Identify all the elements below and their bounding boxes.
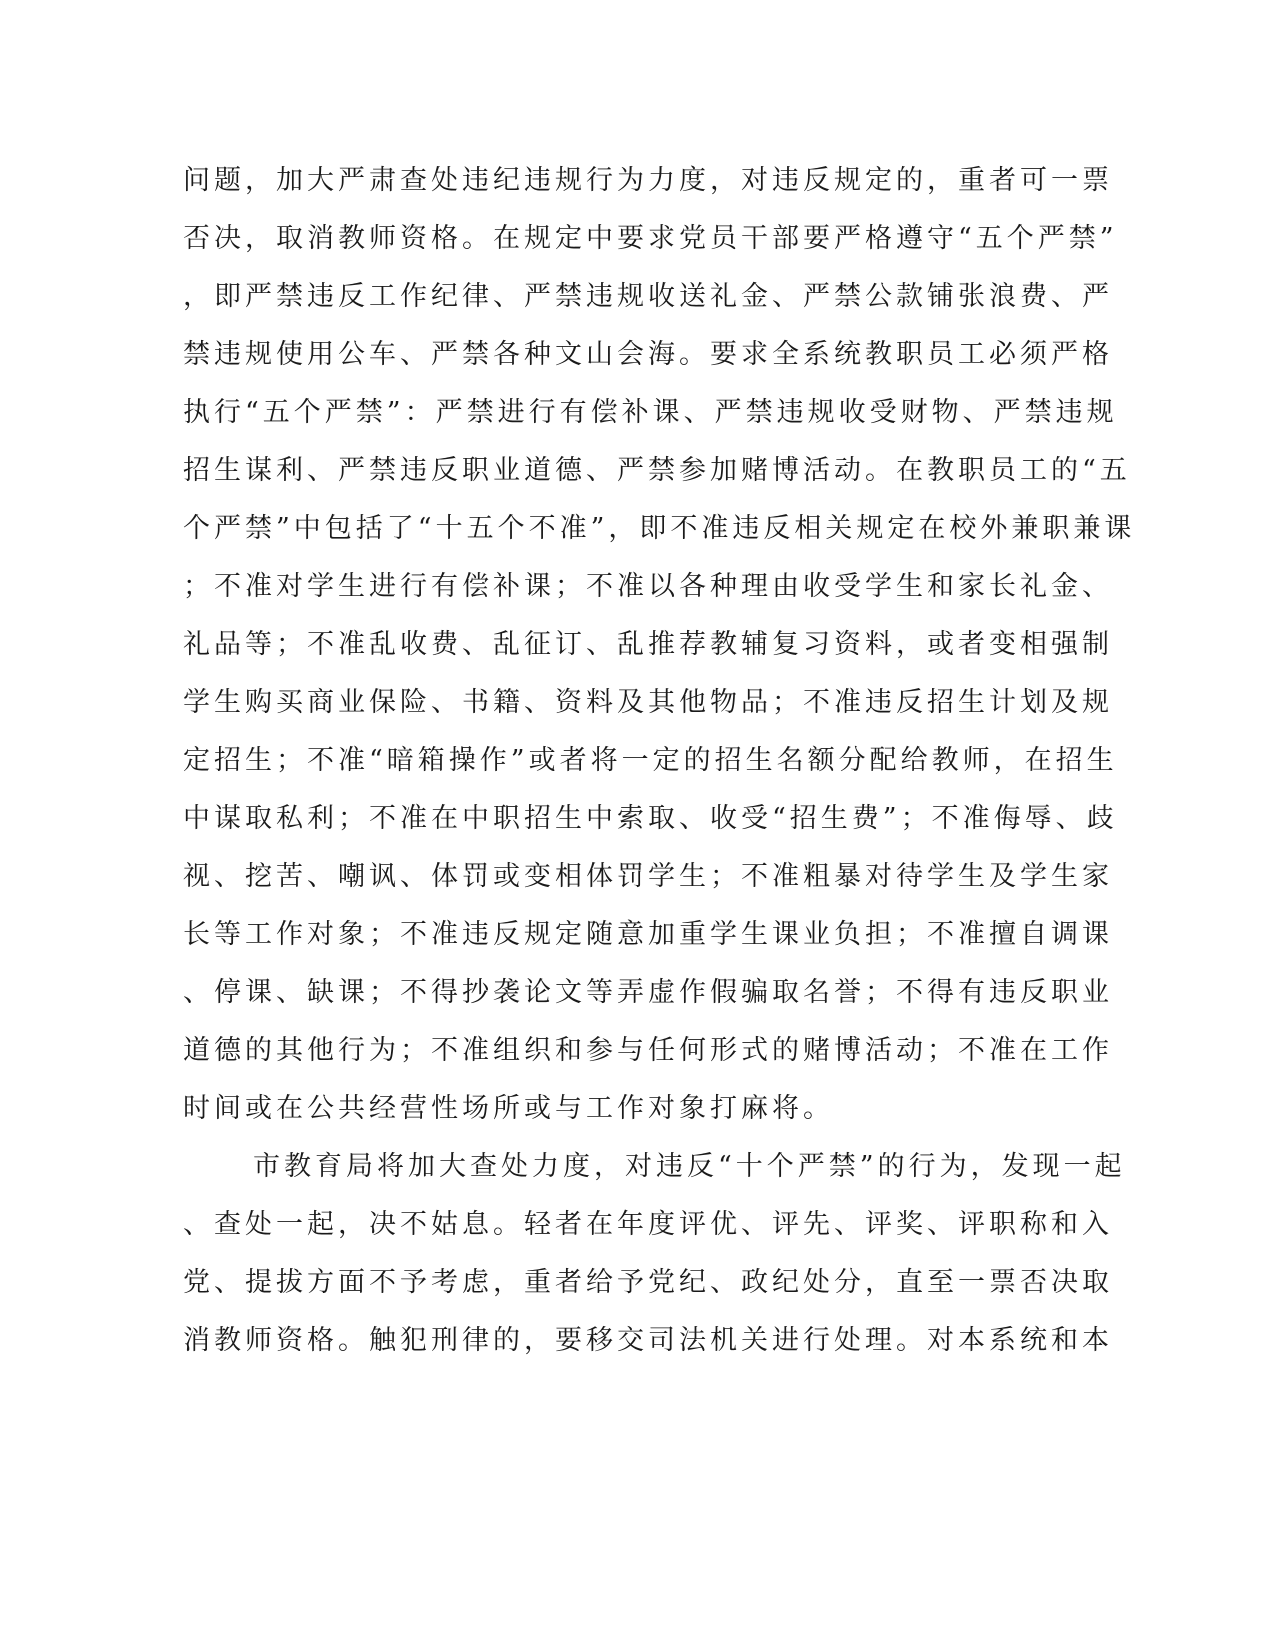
text-line: 礼品等；不准乱收费、乱征订、乱推荐教辅复习资料，或者变相强制 [183,629,1113,660]
text-line: 个严禁”中包括了“十五个不准”，即不准违反相关规定在校外兼职兼课 [183,513,1136,544]
text-line: 中谋取私利；不准在中职招生中索取、收受“招生费”；不准侮辱、歧 [183,803,1118,834]
text-line: ，即严禁违反工作纪律、严禁违规收送礼金、严禁公款铺张浪费、严 [183,281,1113,312]
text-line: 时间或在公共经营性场所或与工作对象打麻将。 [183,1093,834,1124]
body-text [183,158,1136,1376]
text-line: 、查处一起，决不姑息。轻者在年度评优、评先、评奖、评职称和入 [183,1209,1113,1240]
text-line: 视、挖苦、嘲讽、体罚或变相体罚学生；不准粗暴对待学生及学生家 [183,861,1113,892]
text-line: 招生谋利、严禁违反职业道德、严禁参加赌博活动。在教职员工的“五 [183,455,1131,486]
text-line: 否决，取消教师资格。在规定中要求党员干部要严格遵守“五个严禁” [183,223,1118,254]
text-line: 道德的其他行为；不准组织和参与任何形式的赌博活动；不准在工作 [183,1035,1113,1066]
text-line: 问题，加大严肃查处违纪违规行为力度，对违反规定的，重者可一票 [183,165,1113,196]
text-line: 定招生；不准“暗箱操作”或者将一定的招生名额分配给教师，在招生 [183,745,1118,776]
text-line: ；不准对学生进行有偿补课；不准以各种理由收受学生和家长礼金、 [183,571,1113,602]
text-line: 、停课、缺课；不得抄袭论文等弄虚作假骗取名誉；不得有违反职业 [183,977,1113,1008]
text-line: 消教师资格。触犯刑律的，要移交司法机关进行处理。对本系统和本 [183,1325,1113,1356]
text-line: 禁违规使用公车、严禁各种文山会海。要求全系统教职员工必须严格 [183,339,1113,370]
text-line: 党、提拔方面不予考虑，重者给予党纪、政纪处分，直至一票否决取 [183,1267,1113,1298]
text-line: 执行“五个严禁”：严禁进行有偿补课、严禁违规收受财物、严禁违规 [183,397,1118,428]
text-line: 学生购买商业保险、书籍、资料及其他物品；不准违反招生计划及规 [183,687,1113,718]
paragraph-start-line: 市教育局将加大查处力度，对违反“十个严禁”的行为，发现一起 [253,1151,1126,1182]
text-line: 长等工作对象；不准违反规定随意加重学生课业负担；不准擅自调课 [183,919,1113,950]
